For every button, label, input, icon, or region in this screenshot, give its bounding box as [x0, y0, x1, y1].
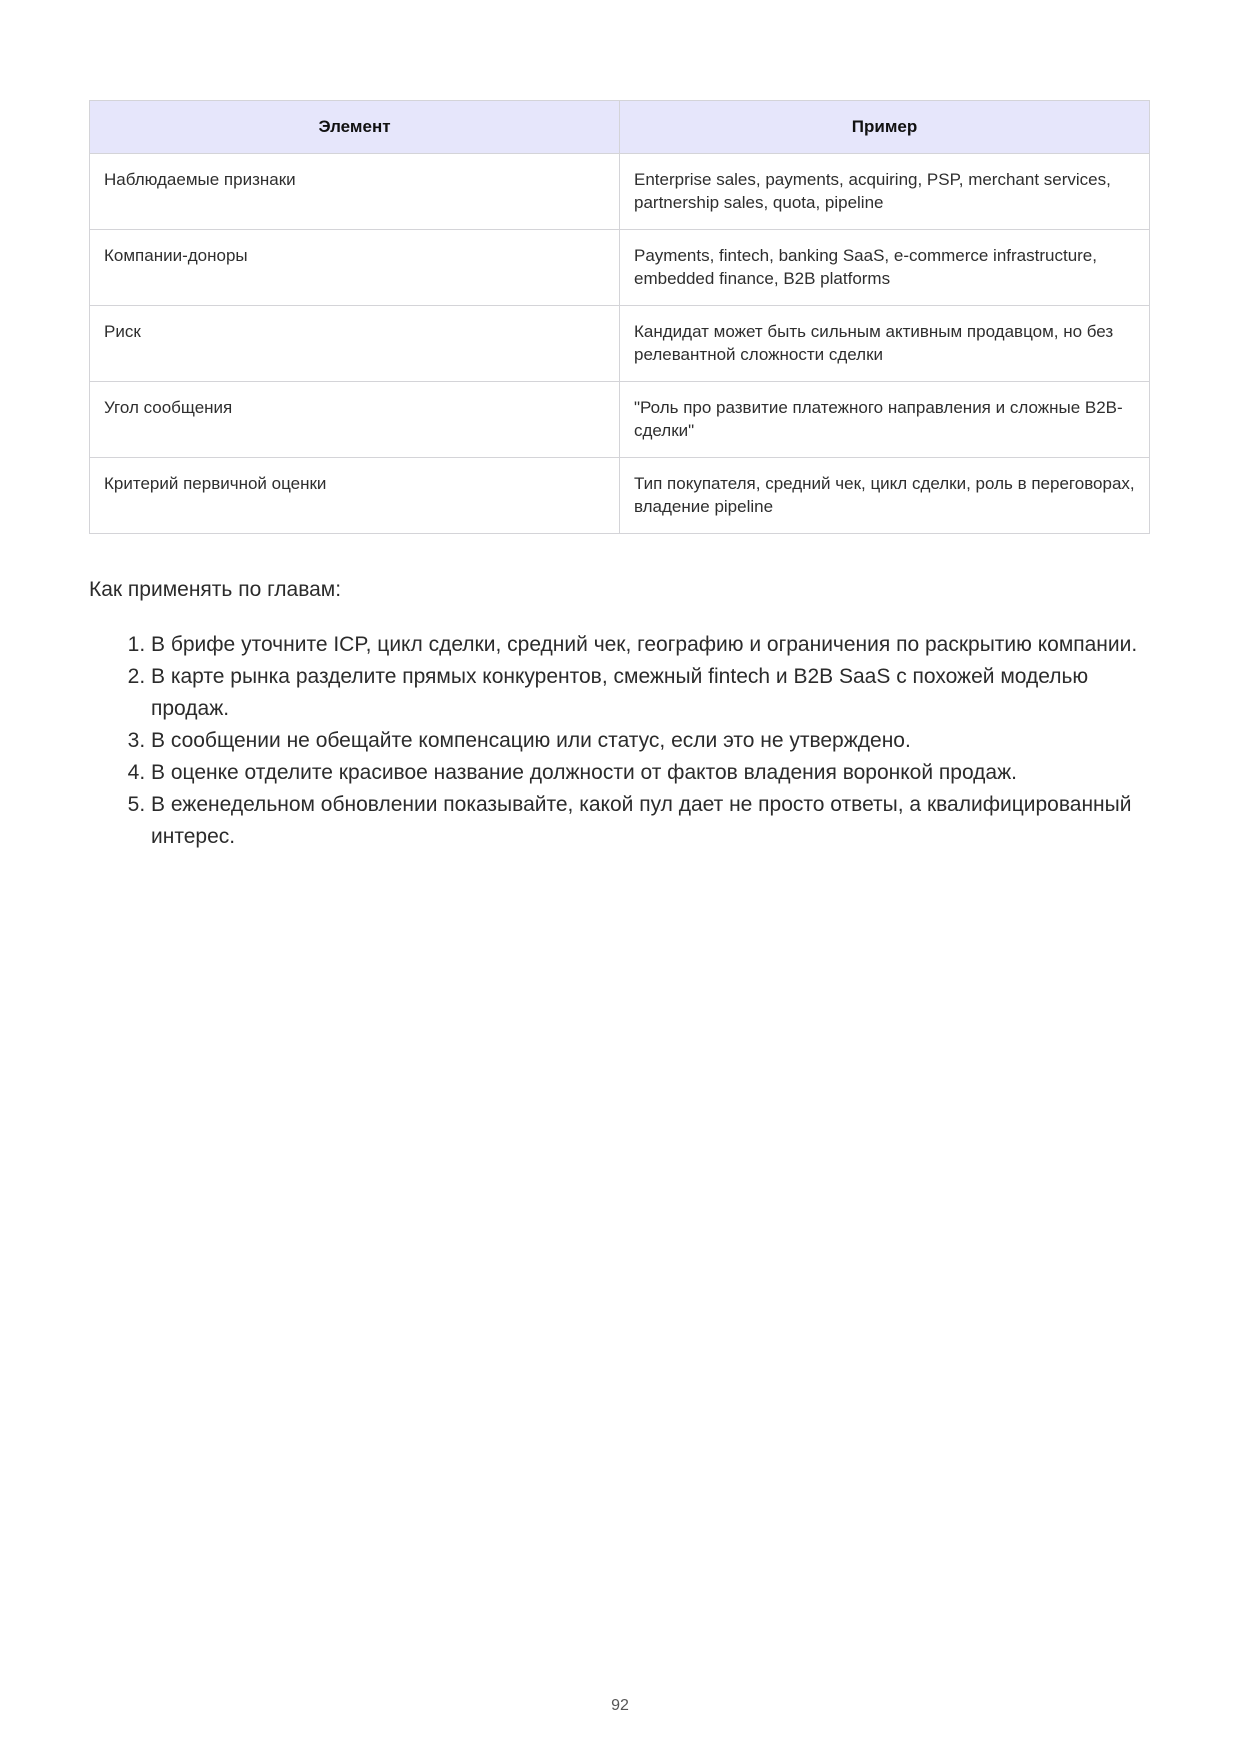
table-row: [90, 230, 1150, 306]
list-item: 3. В сообщении не обещайте компенсацию или статус, если это не утверждено.: [151, 725, 1151, 757]
table-cell-example: Тип покупателя, средний чек, цикл сделки, роль в переговорах, владение pipeline: [620, 458, 1150, 534]
criteria-table: [89, 100, 1150, 534]
list-item: 1. В брифе уточните ICP, цикл сделки, средний чек, географию и ограничения по раскрытию компании.: [151, 629, 1151, 661]
table-row: [90, 458, 1150, 534]
table-cell-example: "Роль про развитие платежного направления и сложные B2B-сделки": [620, 382, 1150, 458]
table-cell-example: Кандидат может быть сильным активным продавцом, но без релевантной сложности сделки: [620, 306, 1150, 382]
table-cell-element: Риск: [90, 306, 620, 382]
table-cell-element: Наблюдаемые признаки: [90, 154, 620, 230]
column-header-example: Пример: [620, 101, 1150, 154]
chapter-steps-list: [89, 629, 1151, 853]
table-header-row: [90, 101, 1150, 154]
table-cell-element: Угол сообщения: [90, 382, 620, 458]
table-row: [90, 154, 1150, 230]
table-cell-element: Критерий первичной оценки: [90, 458, 620, 534]
list-item: 2. В карте рынка разделите прямых конкурентов, смежный fintech и B2B SaaS с похожей моделью продаж.: [151, 661, 1151, 725]
table-cell-example: Payments, fintech, banking SaaS, e-commerce infrastructure, embedded finance, B2B platforms: [620, 230, 1150, 306]
table-cell-example: Enterprise sales, payments, acquiring, PSP, merchant services, partnership sales, quota, pipeline: [620, 154, 1150, 230]
list-item: 4. В оценке отделите красивое название должности от фактов владения воронкой продаж.: [151, 757, 1151, 789]
table-row: [90, 382, 1150, 458]
section-intro: Как применять по главам:: [89, 578, 342, 601]
table-cell-element: Компании-доноры: [90, 230, 620, 306]
page-number: 92: [611, 1697, 629, 1714]
table-row: [90, 306, 1150, 382]
list-item: 5. В еженедельном обновлении показывайте, какой пул дает не просто ответы, а квалифицированный интерес.: [151, 789, 1151, 853]
column-header-element: Элемент: [90, 101, 620, 154]
